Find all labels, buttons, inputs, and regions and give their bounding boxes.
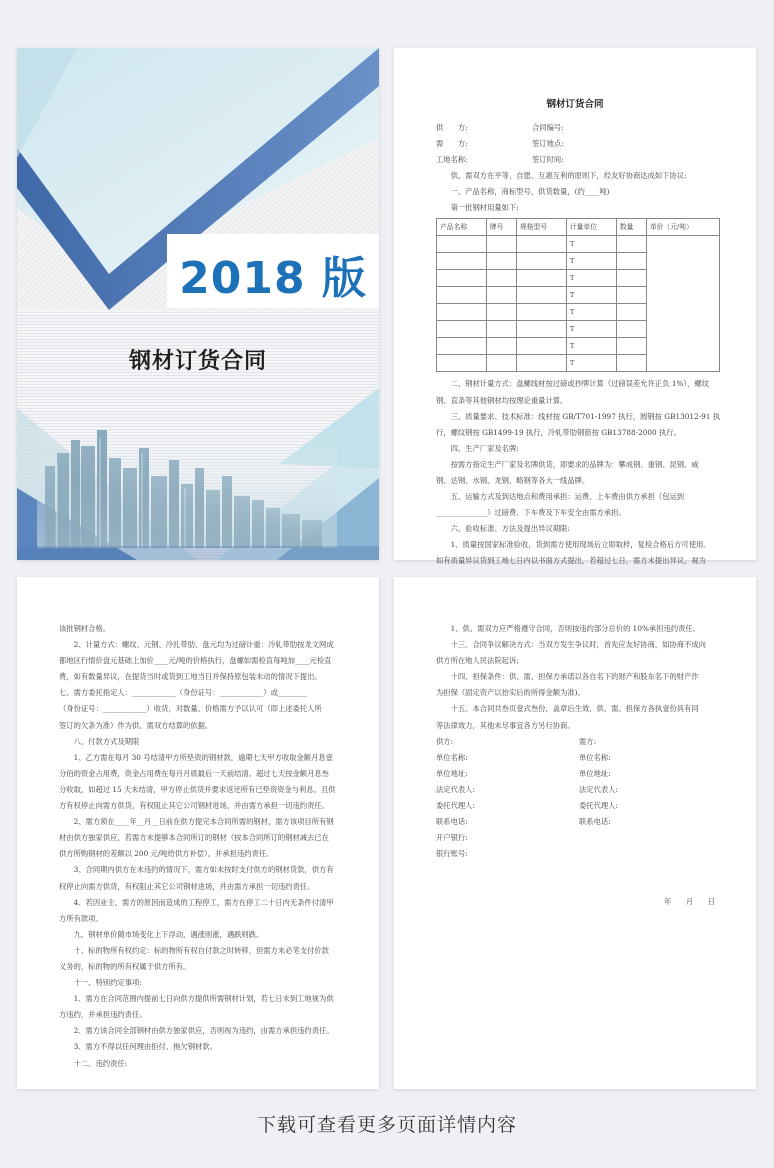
clause-line: 2、计量方式：螺纹、元钢、冷扎带肋、盘元均为过磅计重：冷轧带肋按龙文网成 [73,640,334,650]
supplier-field: 单位名称: [436,752,468,762]
table-cell [437,235,487,252]
signature-row [436,734,716,750]
table-cell: T [566,355,616,372]
clause-line: 为担保（固定资产以抬实后的所得金额为准)。 [436,688,585,698]
table-cell [516,252,566,269]
field-label-right: 签订地点: [532,139,564,149]
clause-line: 供方所在地人民法院起诉; [436,656,519,666]
clause-line: 八、付款方式及期限 [73,736,140,746]
table-cell [616,304,646,321]
table-header-cell: 数量 [616,218,646,235]
clause-line: 十、标的物所有权约定：标的物所有权自付款之时转移，但需方未必笔支付价款 [73,945,329,955]
contract-page-2 [17,577,379,1089]
clause-line: 供方所购钢材的差额以 200 元/吨给供方补偿），并承担违约责任。 [59,849,274,859]
field-label-right: 签订时间: [532,155,564,165]
table-cell [516,355,566,372]
steel-quantity-table [436,218,720,373]
table-cell: T [566,338,616,355]
table-cell [437,269,487,286]
contract-title: 钢材订货合同 [546,99,604,110]
clause-line: 钢、达钢、水钢、龙钢、略钢等各大一线品牌。 [436,475,590,485]
clause-line: 分佰的资金占用费，资金占用费在每月月底最后一天前结清。超过七天按金额月息叁 [59,768,329,778]
signature-row [436,782,716,798]
clause-line: 1、需方在合同范围内提前七日向供方提供所需钢材计划，若七日未到工地视为供 [73,994,334,1004]
download-note: 下载可查看更多页面详情内容 [256,1114,517,1136]
page2-body [59,621,339,1072]
clause-line: 二、钢材计量方式：盘螺线材按过磅或抄牌计算（过磅误差允许正负 1%），螺纹 [450,379,709,389]
contract-page-3 [394,577,756,1089]
table-cell [516,269,566,286]
table-cell: T [566,235,616,252]
table-header-cell: 规格型号 [516,218,566,235]
field-label-left: 工地名称: [436,155,468,165]
table-cell [616,286,646,303]
table-cell [486,235,516,252]
clause-line: 方违约，并承担违约责任。 [59,1010,147,1020]
clause-line: 十二、违约责任: [73,1058,128,1068]
clause-line: 四、生产厂家及名牌: [450,443,519,453]
table-cell: T [566,304,616,321]
final-clauses [436,621,716,734]
clause-line: 签订的欠条为准）作为供、需双方结算的依据。 [59,720,213,730]
supplier-field: 银行账号: [436,849,468,859]
supplier-field: 法定代表人: [436,784,475,794]
supplier-field: 单位地址: [436,768,468,778]
intro-text [436,168,716,216]
field-label-right: 合同编号: [532,123,564,132]
page1-body [436,120,721,570]
table-header-row [437,218,720,235]
table-cell [437,321,487,338]
clause-line: 九、钢材单价随市场变化上下浮动，遇涨则涨，遇跌则跌。 [73,929,264,939]
clause-line: 1、乙方需在每月 30 号结清甲方所垫资的钢材款，逾期七天甲方收取金额月息壹 [73,752,333,762]
table-cell [616,235,646,252]
clause-line: 材由供方独家供应，若需方未提够本合同所订的钢材（按本合同所订的钢材减去已在 [59,833,329,843]
table-header-cell: 计量单位 [566,218,616,235]
signature-row [436,750,716,766]
clauses-text [436,376,721,569]
clause-line: 十一、特别约定事项: [73,978,142,988]
signature-block [436,734,716,863]
table-cell [486,338,516,355]
clause-line: 3、需方不得以任何理由拒付、拖欠钢材款。 [73,1042,217,1052]
header-fields [436,120,716,168]
buyer-field: 单位地址: [579,768,611,778]
table-cell [486,355,516,372]
clause-line: 十四、担保条件：供、需、担保方承诺以各自名下的财产和股东名下的财产作 [450,672,699,682]
version-box [167,234,379,308]
clause-line: 方所有款项。 [59,913,103,923]
table-cell [516,304,566,321]
clause-line: 钢、直条等其他钢材均按理论重量计算。 [436,395,568,405]
table-body [437,235,720,372]
clause-line: 4、若因业主、需方的原因而造成的工程停工，需方在停工二十日内无条件付清甲 [73,897,334,907]
table-cell [616,269,646,286]
clause-line: 1、供、需双方应严格遵守合同，否则按违约部分总价的 10%承担违约责任。 [450,624,700,633]
clause-line: 义务的，标的物的所有权属于供方所有。 [59,961,191,971]
table-cell [516,321,566,338]
table-cell [437,338,487,355]
table-cell [616,252,646,269]
buyer-field: 委托代理人: [579,801,618,811]
supplier-field: 委托代理人: [436,801,475,811]
clause-line: 权停止向需方供货，有权阻止其它公司钢材进场，并由需方承担一切违约责任。 [59,881,315,891]
table-cell [486,286,516,303]
page3-body [436,621,716,911]
table-cell [616,338,646,355]
table-cell [616,355,646,372]
intro-line: 第一批钢材用量如下: [450,203,519,213]
table-header-cell: 单价（元/吨） [646,218,719,235]
clause-line: 费，如有数量异议，在提货当时或货到工地当日并保持原包装未动的情况下提出。 [59,672,322,682]
field-label-left: 供 方: [436,123,468,132]
clause-line: 六、验收标准、方法及提出异议期限: [450,524,570,534]
date-line: 年 月 日 [664,897,716,907]
table-cell: T [566,286,616,303]
clause-line: 分收取，如超过 15 天未结清，甲方停止供货并要求返还所有已垫资资金与利息。且供 [59,784,336,794]
contract-page-1 [394,48,756,566]
table-cell [486,304,516,321]
cover-title: 钢材订货合同 [128,349,267,374]
table-cell [437,355,487,372]
table-cell [516,286,566,303]
table-cell: T [566,252,616,269]
buyer-field: 单位名称: [579,752,611,762]
header-field-row [436,120,716,136]
table-row [437,235,720,252]
table-header-cell: 产品名称 [437,218,487,235]
intro-line: 一、产品名称，商标型号，供货数量，(约____吨) [450,187,610,197]
table-cell [516,235,566,252]
intro-line: 供、需双方在平等、自愿、互惠互利的原则下，经友好协商达成如下协议: [450,171,687,181]
clause-line: 七、需方委托指定人：____________（身份证号：____________）或________ [59,688,308,698]
table-cell [486,321,516,338]
clause-line: 2、需方该合同全部钢材由供方独家供应，否则视为违约，由需方承担违约责任。 [73,1026,334,1036]
clause-line: 如有质量异议货到工地七日内以书面方式提出，若超过七日，需方未提出异议，视为 [436,556,706,566]
table-cell [437,286,487,303]
clause-line: 等法律效力，其他未尽事宜各方另行协商。 [436,720,575,730]
clause-line: ______________）过磅费、下车费及下车安全由需方承担。 [436,508,626,518]
version-label: 2018 版 [179,253,367,304]
clause-line: 该批钢材合格。 [59,624,111,633]
signature-row [436,846,716,862]
table-cell [437,304,487,321]
header-field-row [436,152,716,168]
clause-line: 五、运输方式及到达地点和费用承担：运费、上车费由供方承担（包运到 [450,492,685,502]
table-cell [437,252,487,269]
table-cell [486,252,516,269]
signature-row [436,766,716,782]
clause-line: 三、质量要求、技术标准：线材按 GB/T701-1997 执行，圆钢按 GB13012-91 执 [450,411,721,421]
buyer-field: 联系电话: [579,817,611,827]
table-cell: T [566,321,616,338]
table-cell: T [566,269,616,286]
buyer-field: 需方: [579,736,597,746]
cover-page [17,48,379,560]
table-cell [616,321,646,338]
clause-line: （身份证号：____________）收货，对数量、价格需方予以认可（即上述委托人所 [59,704,322,714]
supplier-field: 联系电话: [436,817,468,827]
table-cell [646,235,719,372]
signature-row [436,814,716,830]
signature-row [436,830,716,846]
clause-line: 2、需方须在____年__月__日前在供方提完本合同所需的钢材，需方该项目所有钢 [73,817,334,827]
supplier-field: 开户银行: [436,833,468,843]
clause-line: 1、质量按国家标准验收，货到需方使用现场后立即取样，复检合格后方可使用。 [450,540,711,550]
field-label-left: 需 方: [436,139,468,149]
supplier-field: 供方: [436,736,454,746]
clause-line: 十三、合同争议解决方式：当双方发生争议时，首先应友好协商，如协商不成向 [450,640,706,650]
table-header-cell: 牌号 [486,218,516,235]
header-field-row [436,136,716,152]
clause-line: 都地区行情价盘元基础上加价____元/吨的价格执行，盘螺如需检直每吨加____元检直 [59,656,332,666]
clause-line: 十五、本合同共叁页壹式叁份，盖章后生效，供、需、担保方各执壹份具有同 [450,704,699,714]
clause-line: 按需方指定生产厂家及名牌供货，即要求的品牌为：攀成钢、重钢、昆钢、威 [450,459,699,469]
signature-row [436,798,716,814]
table-cell [516,338,566,355]
clause-line: 3、合同期内供方在未违约的情况下，需方如未按时支付供方的钢材货款，供方有 [73,865,334,875]
buyer-field: 法定代表人: [579,784,618,794]
clause-line: 行，螺纹钢按 GB1499-19 执行，冷轧带肋钢筋按 GB13788-2000 执行。 [436,427,681,437]
table-cell [486,269,516,286]
clause-line: 方有权停止向需方供货，有权阻止其它公司钢材进场，并由需方承担一切违约责任。 [59,801,329,811]
